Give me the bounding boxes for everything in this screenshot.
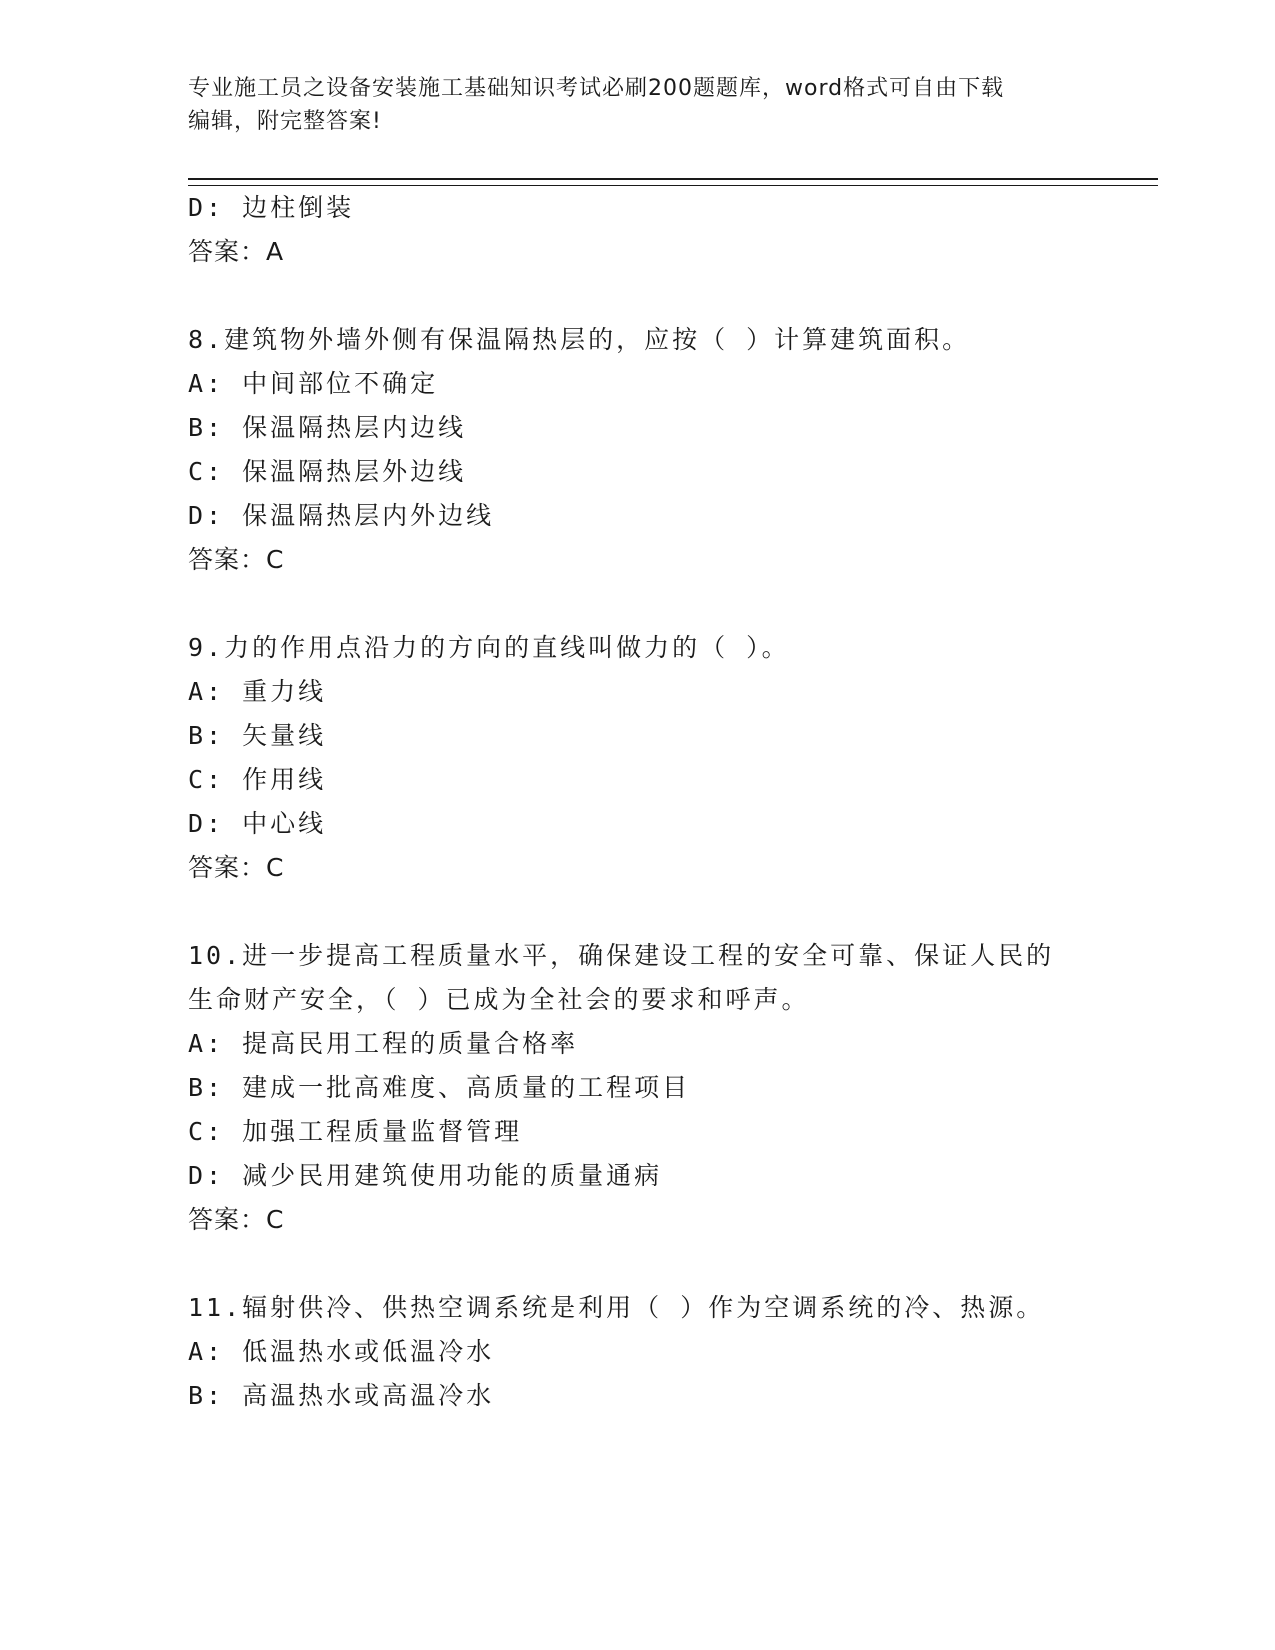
q9-option-b: B: 矢量线 — [188, 721, 327, 750]
q10-answer: 答案：C — [188, 1205, 285, 1234]
q9-answer: 答案：C — [188, 853, 285, 882]
q7-option-d: D: 边柱倒装 — [188, 193, 355, 222]
q8-stem: 8.建筑物外墙外侧有保温隔热层的，应按（ ）计算建筑面积。 — [188, 325, 971, 354]
header-line-2: 编辑，附完整答案! — [188, 109, 382, 134]
document-header — [188, 72, 1068, 138]
header-line-1: 专业施工员之设备安装施工基础知识考试必刷200题题库，word格式可自由下载 — [188, 76, 1005, 101]
q9-stem: 9.力的作用点沿力的方向的直线叫做力的（ ）。 — [188, 633, 790, 662]
q8-answer: 答案：C — [188, 545, 285, 574]
q10-option-d: D: 减少民用建筑使用功能的质量通病 — [188, 1161, 663, 1190]
header-divider — [188, 178, 1158, 186]
q9-option-c: C: 作用线 — [188, 765, 327, 794]
q8-option-b: B: 保温隔热层内边线 — [188, 413, 467, 442]
q9-option-d: D: 中心线 — [188, 809, 327, 838]
q10-option-c: C: 加强工程质量监督管理 — [188, 1117, 523, 1146]
q8-option-d: D: 保温隔热层内外边线 — [188, 501, 495, 530]
q10-option-b: B: 建成一批高难度、高质量的工程项目 — [188, 1073, 691, 1102]
q8-option-c: C: 保温隔热层外边线 — [188, 457, 467, 486]
q10-stem-line-2: 生命财产安全，（ ）已成为全社会的要求和呼声。 — [188, 985, 810, 1014]
q10-stem-line-1: 10.进一步提高工程质量水平，确保建设工程的安全可靠、保证人民的 — [188, 941, 1055, 970]
q11-stem: 11.辐射供冷、供热空调系统是利用（ ）作为空调系统的冷、热源。 — [188, 1293, 1045, 1322]
q11-option-b: B: 高温热水或高温冷水 — [188, 1381, 495, 1410]
q7-answer: 答案：A — [188, 237, 285, 266]
q10-option-a: A: 提高民用工程的质量合格率 — [188, 1029, 579, 1058]
q11-option-a: A: 低温热水或低温冷水 — [188, 1337, 495, 1366]
q9-option-a: A: 重力线 — [188, 677, 327, 706]
q8-option-a: A: 中间部位不确定 — [188, 369, 439, 398]
